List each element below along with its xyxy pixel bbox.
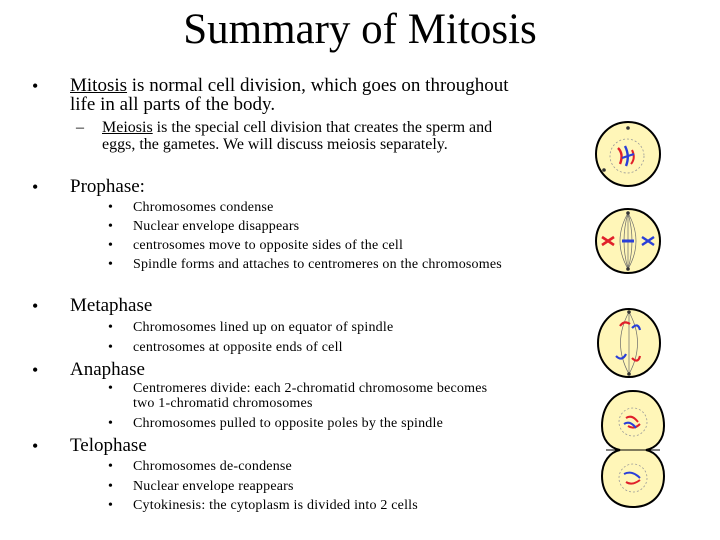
anaphase-bullet-1: • [108, 381, 114, 396]
list-item: • Chromosomes condense [108, 198, 502, 217]
telophase-list [108, 457, 418, 516]
meiosis-dash: – [76, 119, 84, 136]
telophase-cells-illustration [598, 388, 668, 510]
prophase-list [108, 198, 502, 274]
prophase-bullet: • [32, 177, 39, 197]
anaphase-point-1 [133, 381, 487, 411]
anaphase-cell-illustration [594, 306, 664, 380]
phase-title-telophase: Telophase [70, 435, 147, 456]
intro-line2: life in all parts of the body. [70, 94, 276, 115]
metaphase-bullet: • [32, 296, 39, 316]
phase-title-anaphase: Anaphase [70, 359, 145, 380]
metaphase-cell-illustration [592, 205, 664, 277]
intro-rest: is normal cell division, which goes on throughout [127, 75, 509, 96]
list-item: • Nuclear envelope disappears [108, 217, 502, 236]
metaphase-list [108, 318, 393, 357]
anaphase-point-1-line1: Centromeres divide: each 2-chromatid chromosome becomes [133, 381, 488, 396]
centrosome [627, 310, 631, 314]
centrosome [626, 267, 630, 271]
centrosome [626, 211, 630, 215]
list-item: • Cytokinesis: the cytoplasm is divided into 2 cells [108, 496, 418, 516]
phase-title-prophase: Prophase: [70, 176, 145, 197]
intro-text [70, 76, 590, 114]
centrosome [627, 372, 631, 376]
centrosome [602, 168, 606, 172]
list-item: • centrosomes move to opposite sides of the cell [108, 236, 502, 255]
telophase-bullet: • [32, 436, 39, 456]
mitosis-term: Mitosis [70, 75, 128, 96]
intro-bullet: • [32, 76, 39, 96]
anaphase-bullet-2: • [108, 416, 114, 431]
slide-title: Summary of Mitosis [183, 6, 537, 53]
prophase-cell-illustration [592, 118, 664, 190]
meiosis-line2: eggs, the gametes. We will discuss meiosis separately. [102, 136, 448, 153]
list-item: • Chromosomes lined up on equator of spindle [108, 318, 393, 338]
list-item: • centrosomes at opposite ends of cell [108, 338, 393, 358]
meiosis-text [102, 119, 582, 153]
meiosis-rest: is the special cell division that creates the sperm and [152, 119, 493, 136]
phase-title-metaphase: Metaphase [70, 295, 153, 316]
anaphase-point-2: Chromosomes pulled to opposite poles by the spindle [133, 416, 444, 431]
list-item: • Chromosomes de-condense [108, 457, 418, 477]
anaphase-point-1-line2: two 1-chromatid chromosomes [133, 396, 313, 411]
anaphase-bullet: • [32, 360, 39, 380]
centrosome [626, 126, 630, 130]
list-item: • Spindle forms and attaches to centromeres on the chromosomes [108, 255, 502, 274]
meiosis-term: Meiosis [102, 119, 153, 136]
list-item: • Nuclear envelope reappears [108, 477, 418, 497]
